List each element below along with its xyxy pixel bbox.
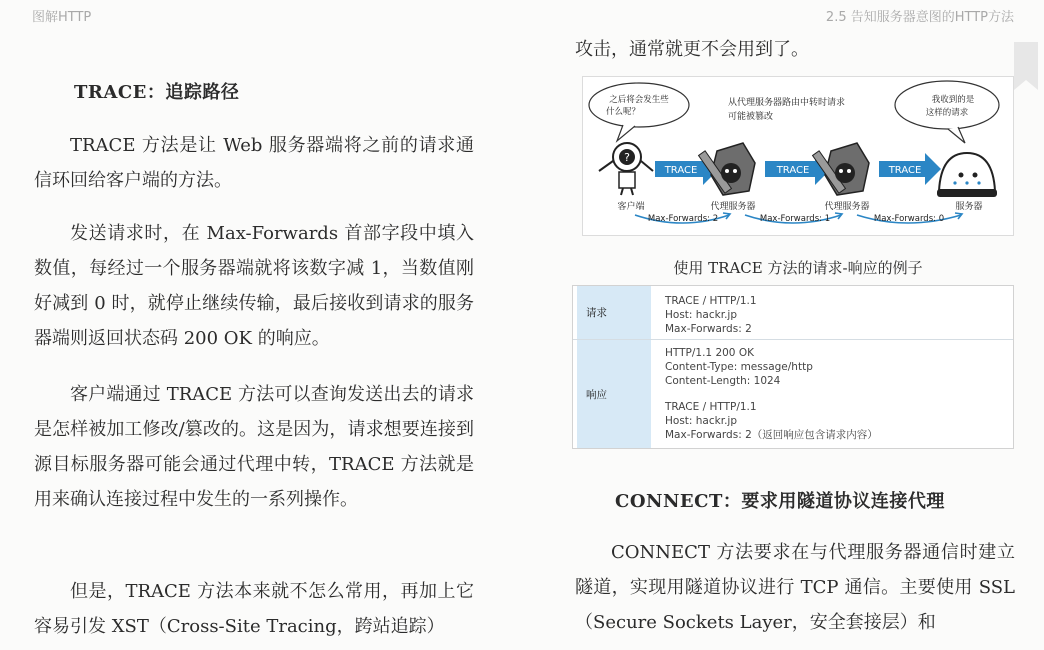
book-title: 图解HTTP <box>32 10 92 25</box>
note-line: 可能被篡改 <box>728 112 774 122</box>
figure-caption: 使用 TRACE 方法的请求-响应的例子 <box>673 259 923 277</box>
table-row <box>573 286 1013 340</box>
server-bubble-line: 这样的请求 <box>925 108 969 118</box>
paragraph: 但是，TRACE 方法本来就不怎么常用，再加上它容易引发 XST（Cross-Site Tracing，跨站追踪） <box>34 581 474 637</box>
section-title: 2.5 告知服务器意图的HTTP方法 <box>825 10 1014 25</box>
hop-label: Max-Forwards: 1 <box>759 214 831 224</box>
client-bubble <box>589 83 689 127</box>
svg-text:TRACE: TRACE <box>888 165 922 176</box>
trace-diagram <box>582 76 1014 236</box>
hop-label: Max-Forwards: 0 <box>873 214 945 224</box>
request-label: 请求 <box>577 286 651 339</box>
node-label: 代理服务器 <box>710 202 756 212</box>
svg-text:?: ? <box>624 151 630 164</box>
node-label: 服务器 <box>955 202 983 212</box>
client-bubble-line: 之后将会发生些 <box>609 95 669 105</box>
trace-arrow-3 <box>879 153 941 185</box>
svg-text:TRACE: TRACE <box>776 165 810 176</box>
response-lines: HTTP/1.1 200 OK Content-Type: message/http Content-Length: 1024 TRACE / HTTP/1.1 Host: hackr.jp Max-Forwards: 2（返回响应包含请求内容） <box>665 347 878 441</box>
note-line: 从代理服务器路由中转时请求 <box>728 98 846 108</box>
bookmark-icon[interactable] <box>1014 42 1038 80</box>
request-lines: TRACE / HTTP/1.1 Host: hackr.jp Max-Forwards: 2 <box>665 295 757 335</box>
client-robot-icon <box>599 143 653 195</box>
continuation-text: 攻击，通常就更不会用到了。 <box>575 39 809 60</box>
paragraph: TRACE 方法是让 Web 服务器端将之前的请求通信环回给客户端的方法。 <box>34 135 474 191</box>
trace-heading: TRACE：追踪路径 <box>74 82 240 103</box>
node-label: 代理服务器 <box>824 202 870 212</box>
svg-text:TRACE: TRACE <box>664 165 698 176</box>
trace-table <box>572 285 1014 449</box>
server-bubble-line: 我收到的是 <box>931 95 975 105</box>
node-label: 客户端 <box>617 202 645 212</box>
server-icon <box>937 153 997 197</box>
client-bubble-line: 什么呢？ <box>605 107 641 117</box>
paragraph: 客户端通过 TRACE 方法可以查询发送出去的请求是怎样被加工修改/篡改的。这是因为，请求想要连接到源目标服务器可能会通过代理中转，TRACE 方法就是用来确认连接过程中发生的一系列操作。 <box>34 384 474 510</box>
paragraph: 发送请求时，在 Max-Forwards 首部字段中填入数值，每经过一个服务器端就将该数字减 1，当数值刚好减到 0 时，就停止继续传输，最后接收到请求的服务器端则返回状态码 200 OK 的响应。 <box>34 223 474 349</box>
table-row <box>573 340 1013 448</box>
paragraph: CONNECT 方法要求在与代理服务器通信时建立隧道，实现用隧道协议进行 TCP 通信。主要使用 SSL（Secure Sockets Layer，安全套接层）和 <box>575 542 1015 633</box>
response-label: 响应 <box>577 340 651 448</box>
server-bubble <box>895 81 999 129</box>
connect-heading: CONNECT：要求用隧道协议连接代理 <box>615 491 945 512</box>
hop-label: Max-Forwards: 2 <box>647 214 719 224</box>
